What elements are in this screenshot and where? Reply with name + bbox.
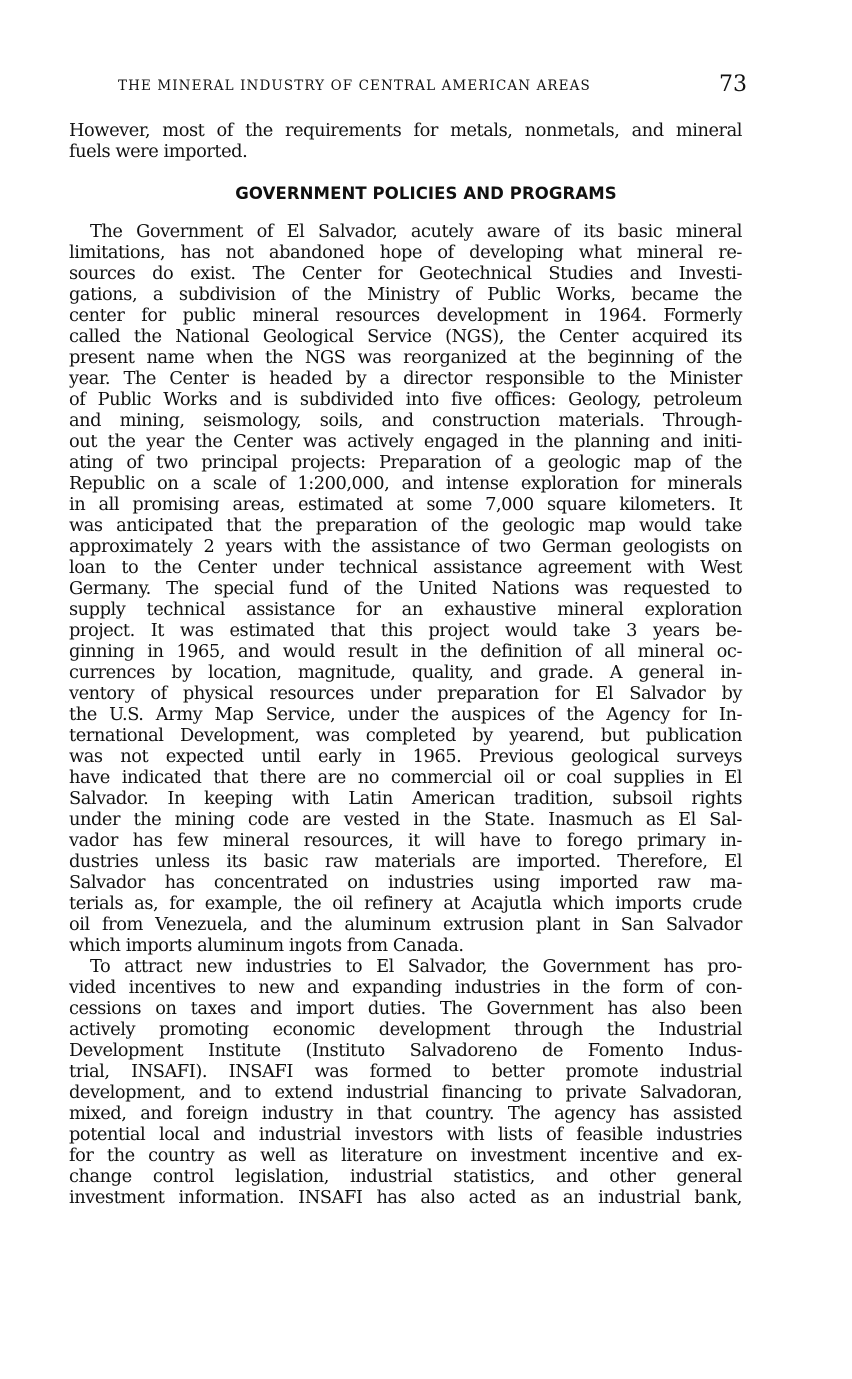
page-number: 73 (719, 72, 747, 97)
paragraph-line: Development Institute (Instituto Salvadoreno de Fomento Indus- (69, 1040, 742, 1061)
paragraph-line: change control legislation, industrial statistics, and other general (69, 1166, 742, 1187)
paragraph-line: vador has few mineral resources, it will have to forego primary in- (69, 830, 742, 851)
paragraph-line: under the mining code are vested in the State. Inasmuch as El Sal- (69, 809, 742, 830)
paragraph-line: trial, INSAFI). INSAFI was formed to better promote industrial (69, 1061, 742, 1082)
paragraph-line: vided incentives to new and expanding industries in the form of con- (69, 977, 742, 998)
paragraph-line: investment information. INSAFI has also acted as an industrial bank, (69, 1187, 742, 1208)
section-heading: GOVERNMENT POLICIES AND PROGRAMS (235, 184, 617, 203)
paragraph-line: ating of two principal projects: Preparation of a geologic map of the (69, 452, 742, 473)
paragraph-line: actively promoting economic development through the Industrial (69, 1019, 742, 1040)
paragraph-line: for the country as well as literature on investment incentive and ex- (69, 1145, 742, 1166)
paragraph-line: Germany. The special fund of the United Nations was requested to (69, 578, 742, 599)
paragraph-line: ventory of physical resources under preparation for El Salvador by (69, 683, 742, 704)
running-head: THE MINERAL INDUSTRY OF CENTRAL AMERICAN AREAS (118, 78, 591, 94)
paragraph-line: ternational Development, was completed by yearend, but publication (69, 725, 742, 746)
paragraph-line: the U.S. Army Map Service, under the auspices of the Agency for In- (69, 704, 742, 725)
paragraph-line: limitations, has not abandoned hope of developing what mineral re- (69, 242, 742, 263)
paragraph-line: The Government of El Salvador, acutely aware of its basic mineral (90, 221, 742, 242)
paragraph-line: was not expected until early in 1965. Previous geological surveys (69, 746, 742, 767)
paragraph-line: and mining, seismology, soils, and construction materials. Through- (69, 410, 742, 431)
paragraph-line: cessions on taxes and import duties. The Government has also been (69, 998, 742, 1019)
paragraph-line: was anticipated that the preparation of the geologic map would take (69, 515, 742, 536)
paragraph-line: in all promising areas, estimated at some 7,000 square kilometers. It (69, 494, 742, 515)
paragraph-line: potential local and industrial investors with lists of feasible industries (69, 1124, 742, 1145)
paragraph-line: currences by location, magnitude, quality, and grade. A general in- (69, 662, 742, 683)
paragraph-line: Salvador has concentrated on industries using imported raw ma- (69, 872, 742, 893)
intro-line: fuels were imported. (69, 141, 248, 162)
paragraph-line: gations, a subdivision of the Ministry of Public Works, became the (69, 284, 742, 305)
paragraph-line: dustries unless its basic raw materials are imported. Therefore, El (69, 851, 742, 872)
paragraph-line: year. The Center is headed by a director responsible to the Minister (69, 368, 742, 389)
paragraph-line: of Public Works and is subdivided into five offices: Geology, petroleum (69, 389, 742, 410)
paragraph-line: ginning in 1965, and would result in the definition of all mineral oc- (69, 641, 742, 662)
paragraph-line: oil from Venezuela, and the aluminum extrusion plant in San Salvador (69, 914, 742, 935)
paragraph-line: supply technical assistance for an exhaustive mineral exploration (69, 599, 742, 620)
paragraph-line: development, and to extend industrial financing to private Salvadoran, (69, 1082, 742, 1103)
paragraph-line: loan to the Center under technical assistance agreement with West (69, 557, 742, 578)
paragraph-line: To attract new industries to El Salvador, the Government has pro- (90, 956, 742, 977)
paragraph-line: Salvador. In keeping with Latin American tradition, subsoil rights (69, 788, 742, 809)
paragraph-line: sources do exist. The Center for Geotechnical Studies and Investi- (69, 263, 742, 284)
paragraph-line: approximately 2 years with the assistance of two German geologists on (69, 536, 742, 557)
paragraph-line: terials as, for example, the oil refinery at Acajutla which imports crude (69, 893, 742, 914)
paragraph-line: project. It was estimated that this project would take 3 years be- (69, 620, 742, 641)
intro-line: However, most of the requirements for metals, nonmetals, and mineral (69, 120, 742, 141)
paragraph-line: present name when the NGS was reorganized at the beginning of the (69, 347, 742, 368)
paragraph-line: called the National Geological Service (NGS), the Center acquired its (69, 326, 742, 347)
paragraph-line: center for public mineral resources development in 1964. Formerly (69, 305, 742, 326)
paragraph-line: out the year the Center was actively engaged in the planning and initi- (69, 431, 742, 452)
paragraph-line: which imports aluminum ingots from Canada. (69, 935, 464, 956)
paragraph-line: Republic on a scale of 1:200,000, and intense exploration for minerals (69, 473, 742, 494)
paragraph-line: mixed, and foreign industry in that country. The agency has assisted (69, 1103, 742, 1124)
paragraph-line: have indicated that there are no commercial oil or coal supplies in El (69, 767, 742, 788)
